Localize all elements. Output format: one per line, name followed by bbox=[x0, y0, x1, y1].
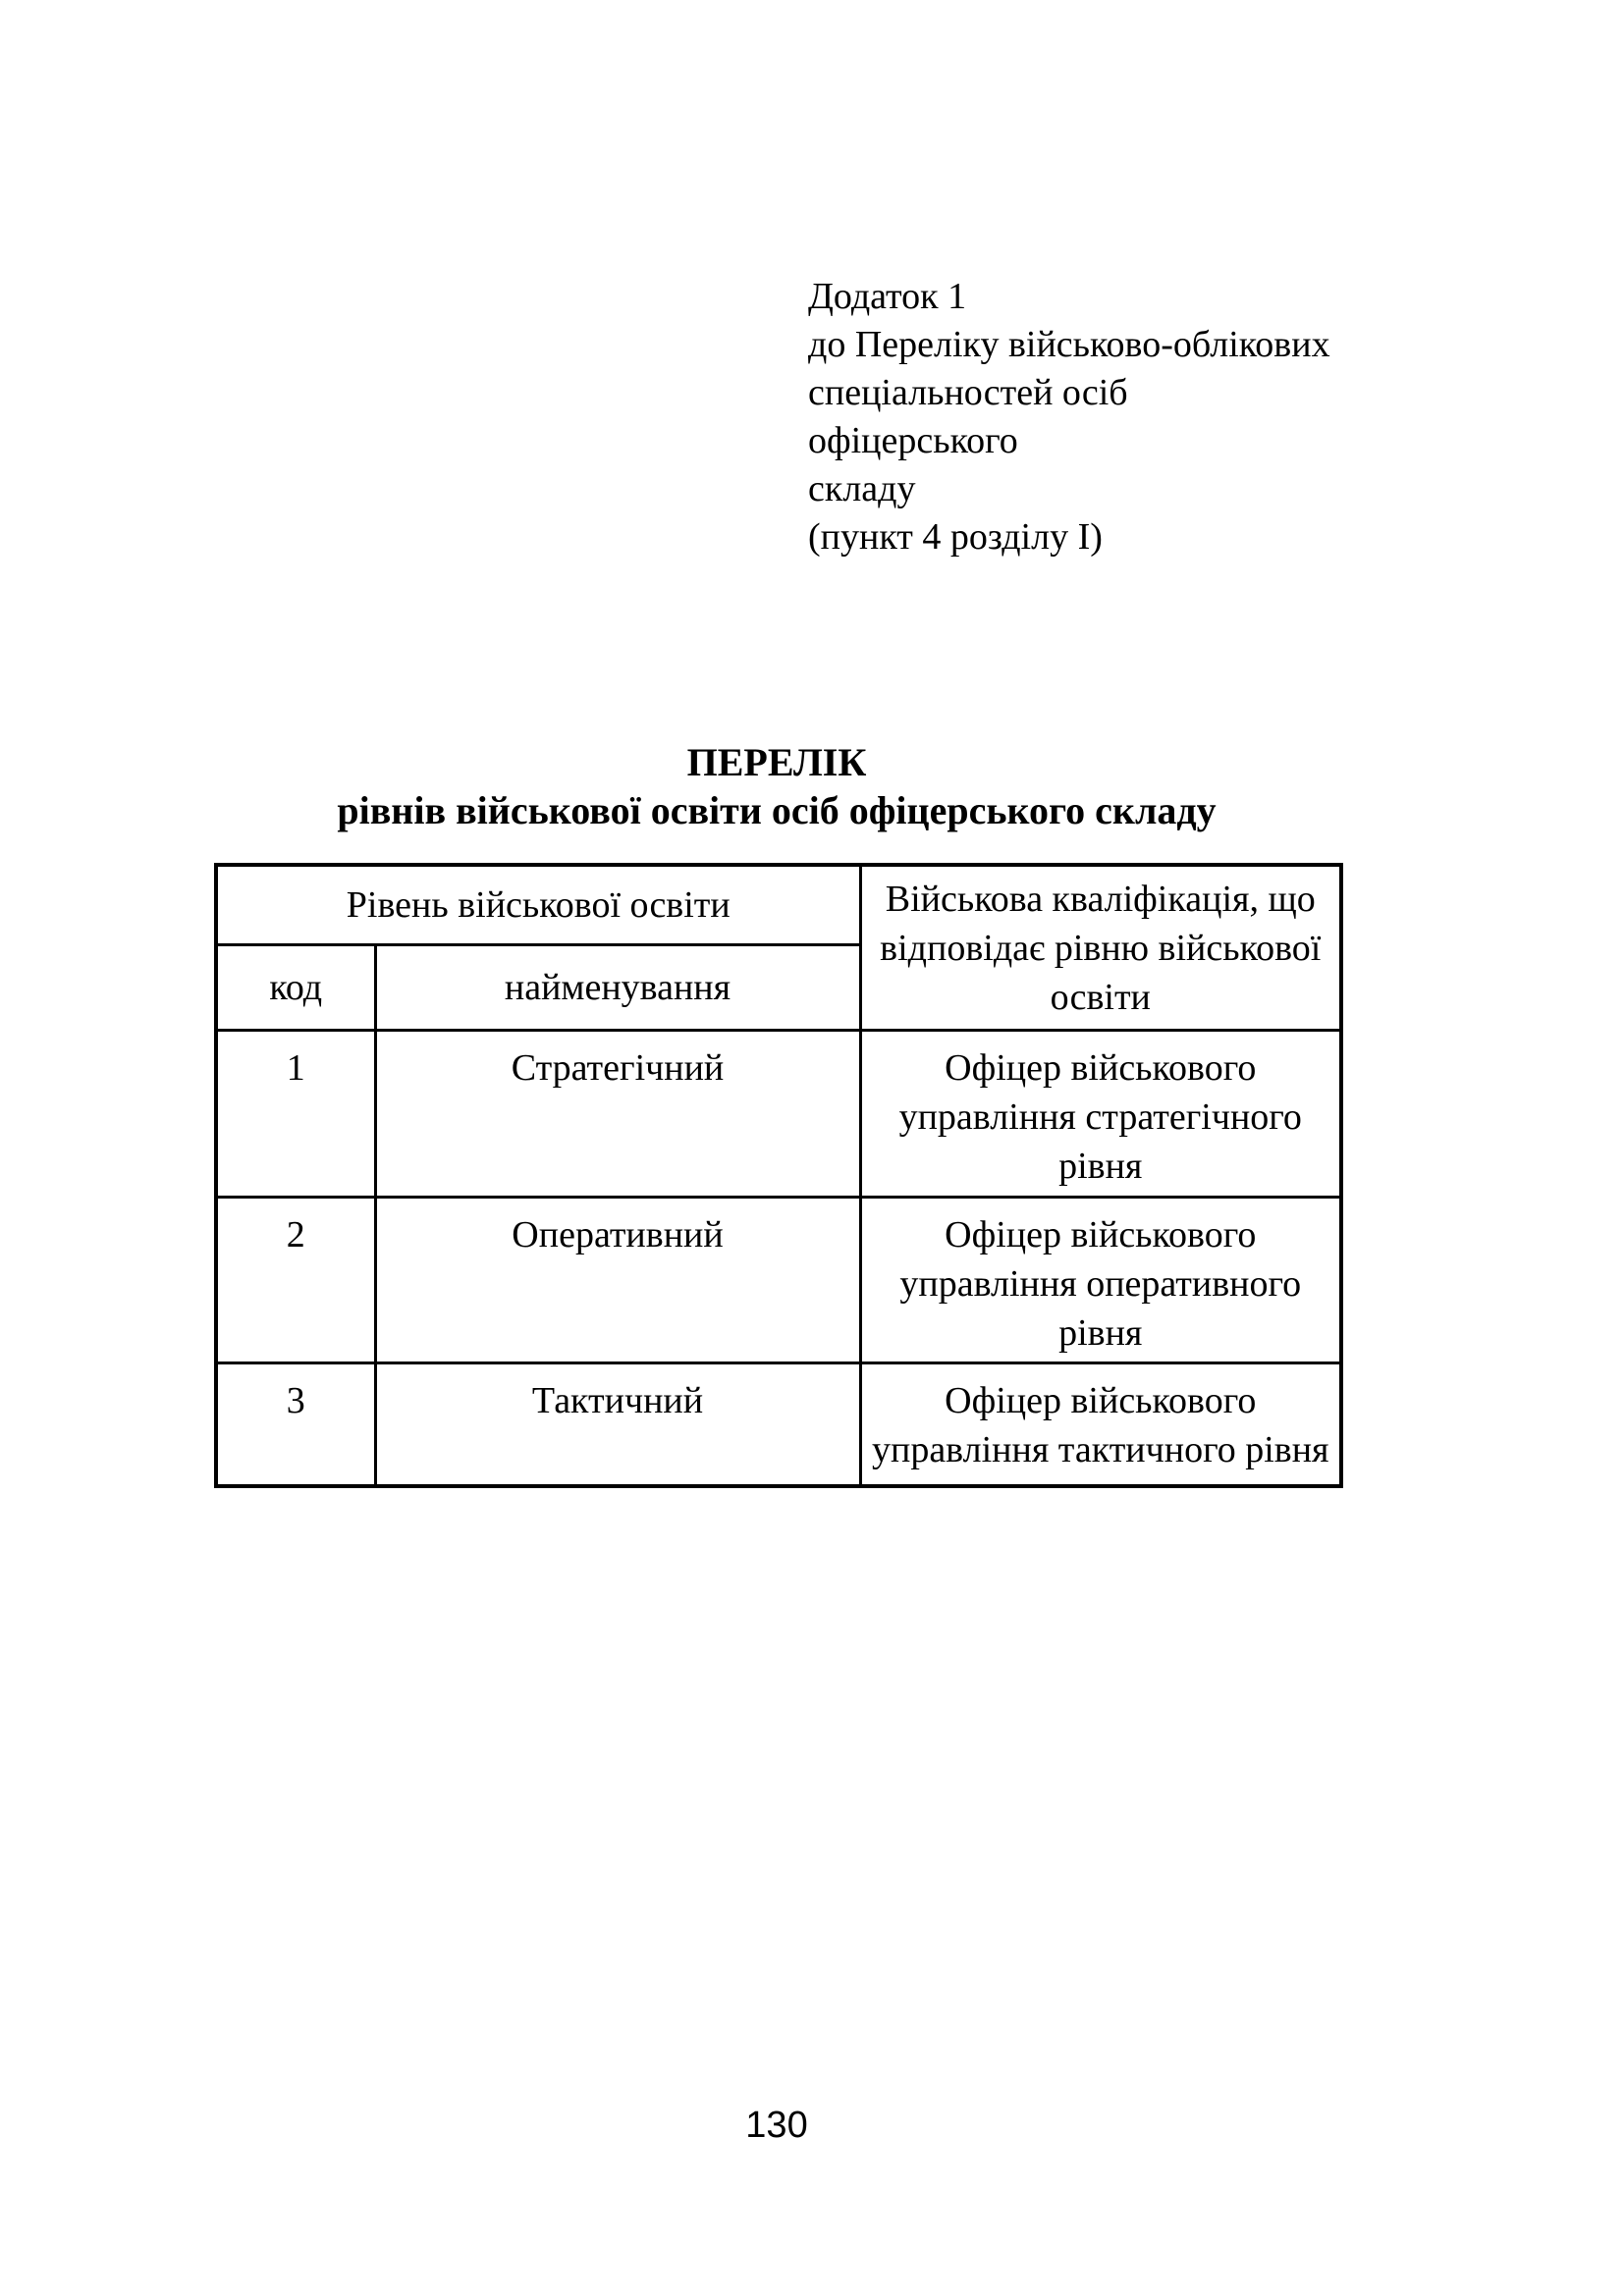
cell-code: 3 bbox=[216, 1363, 375, 1487]
document-title-line1: ПЕРЕЛІК bbox=[686, 740, 867, 784]
header-cell-qualification: Військова кваліфікація, що відповідає рівню військової освіти bbox=[860, 865, 1341, 1031]
appendix-line: складу bbox=[808, 468, 916, 509]
appendix-line: офіцерського bbox=[808, 420, 1018, 461]
appendix-line: спеціальностей осіб bbox=[808, 372, 1128, 413]
cell-code: 2 bbox=[216, 1198, 375, 1363]
table-row bbox=[216, 1198, 1341, 1363]
page-number: 130 bbox=[745, 2105, 808, 2146]
header-cell-name: найменування bbox=[375, 945, 860, 1031]
table-row bbox=[216, 1031, 1341, 1198]
cell-code: 1 bbox=[216, 1031, 375, 1198]
header-cell-education-level-group: Рівень військової освіти bbox=[216, 865, 860, 945]
document-title bbox=[214, 738, 1339, 834]
table-header-row-group bbox=[216, 865, 1341, 945]
cell-qualification: Офіцер військового управління оперативного рівня bbox=[860, 1198, 1341, 1363]
appendix-line: до Переліку військово-облікових bbox=[808, 324, 1330, 365]
appendix-reference-block bbox=[808, 273, 1378, 561]
cell-qualification: Офіцер військового управління стратегічного рівня bbox=[860, 1031, 1341, 1198]
military-education-levels-table bbox=[214, 863, 1343, 1488]
header-cell-code: код bbox=[216, 945, 375, 1031]
appendix-line: (пункт 4 розділу І) bbox=[808, 516, 1103, 558]
cell-name: Оперативний bbox=[375, 1198, 860, 1363]
cell-name: Стратегічний bbox=[375, 1031, 860, 1198]
cell-name: Тактичний bbox=[375, 1363, 860, 1487]
document-title-line2: рівнів військової освіти осіб офіцерського складу bbox=[337, 788, 1217, 832]
cell-qualification: Офіцер військового управління тактичного рівня bbox=[860, 1363, 1341, 1487]
table-row bbox=[216, 1363, 1341, 1487]
appendix-line: Додаток 1 bbox=[808, 276, 967, 317]
